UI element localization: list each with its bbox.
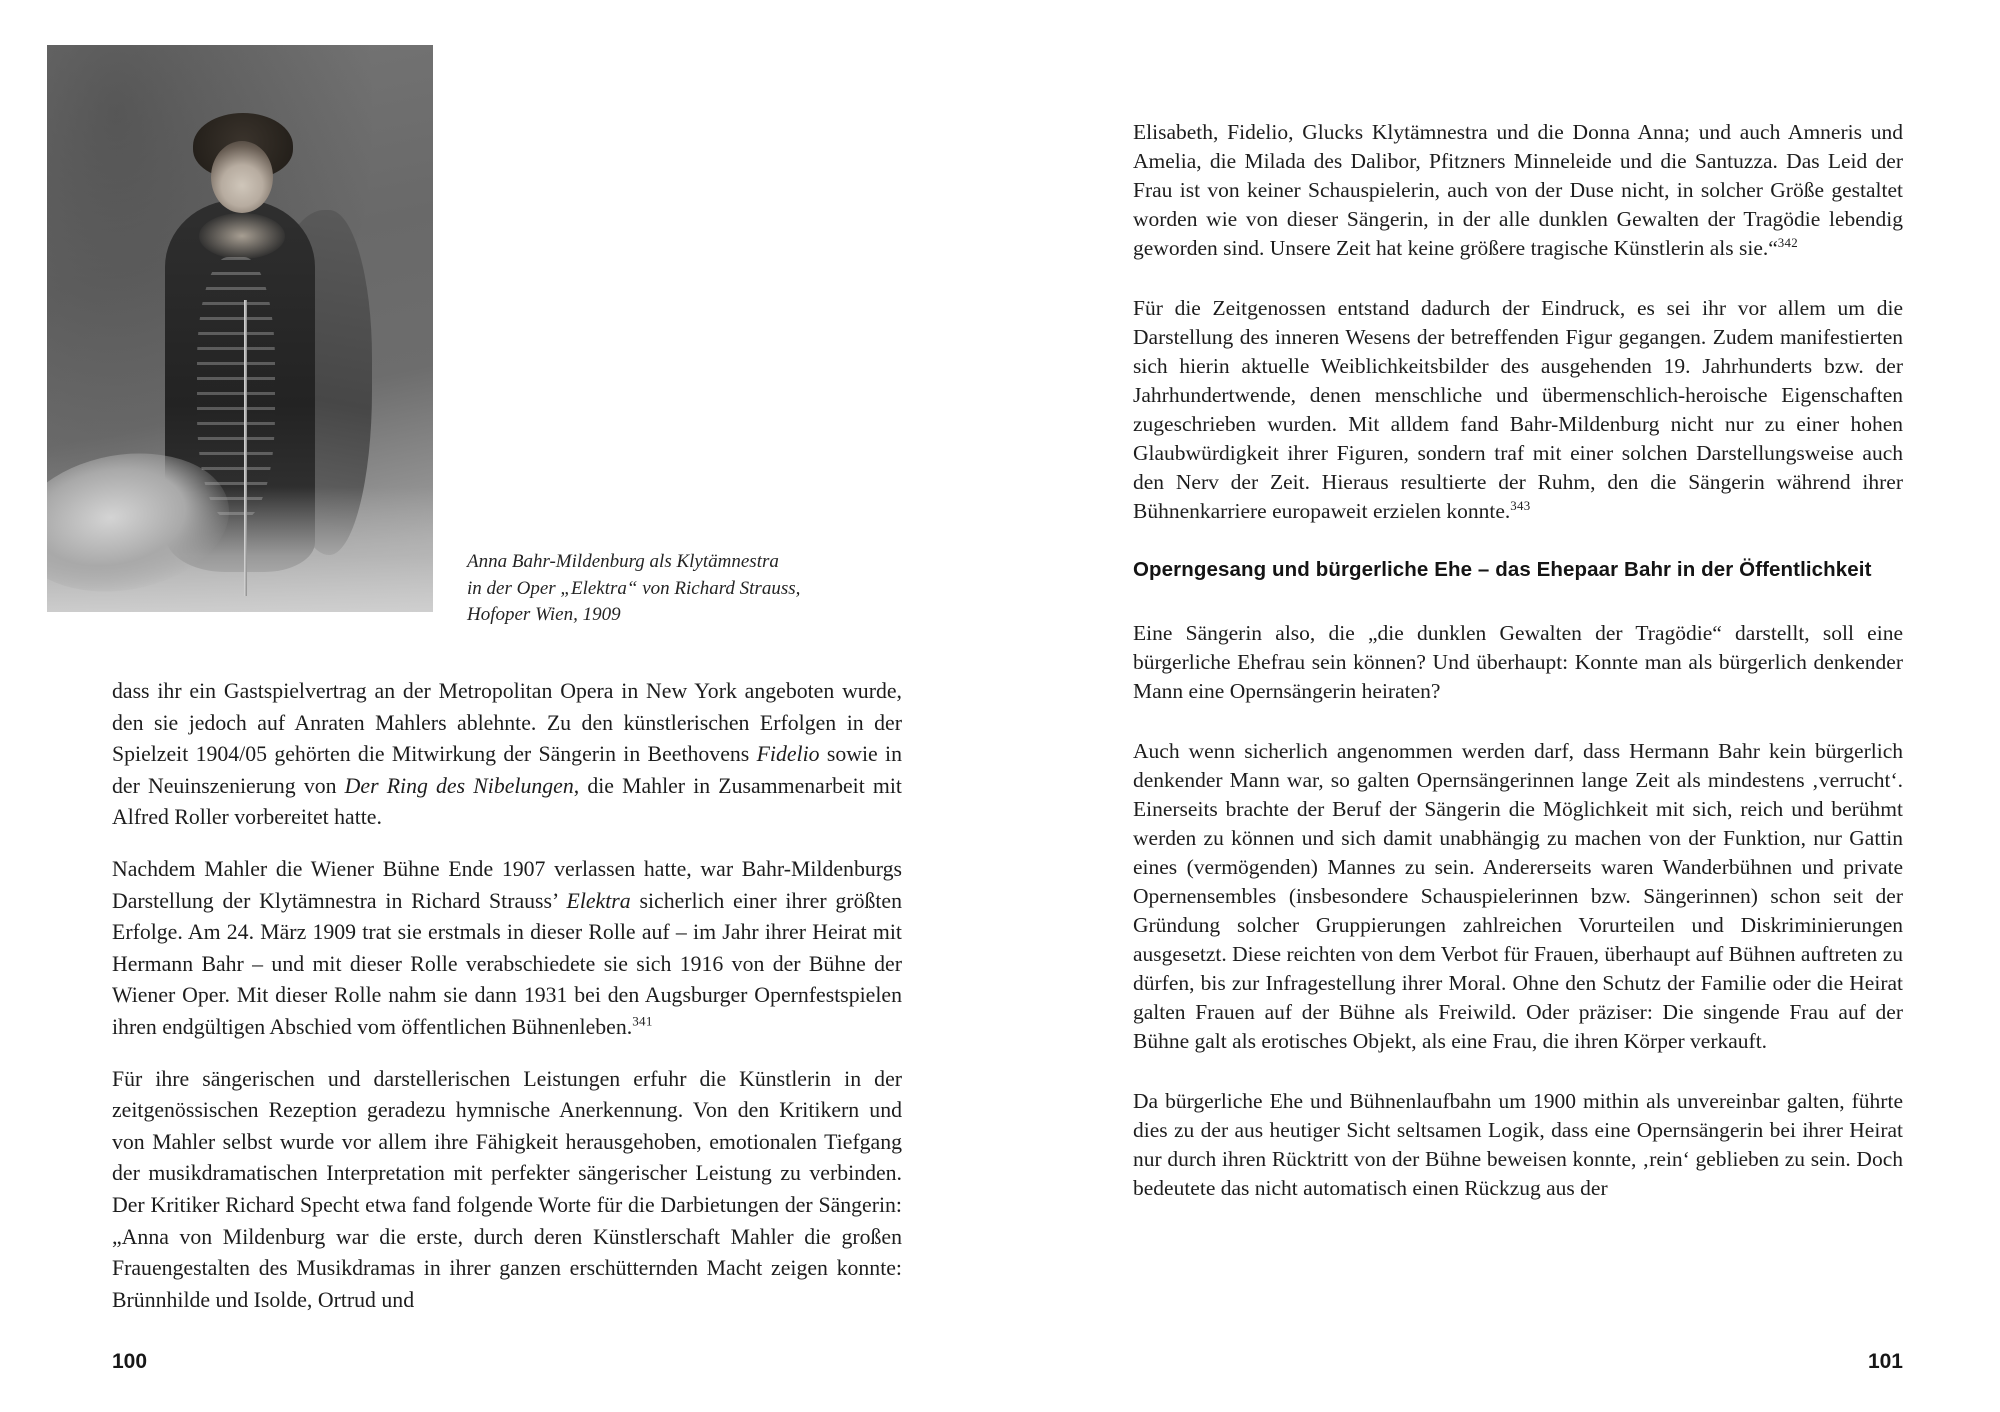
portrait-photo <box>47 45 433 612</box>
work-title-italic: Fidelio <box>756 742 820 767</box>
photo-staff-shape <box>244 300 247 596</box>
page-number-left: 100 <box>112 1350 148 1373</box>
paragraph-left-1 <box>112 676 902 834</box>
paragraph-right-3 <box>1133 619 1903 706</box>
paragraph-left-3 <box>112 1064 902 1317</box>
caption-line: in der Oper „Elektra“ von Richard Strauss, <box>467 577 801 599</box>
paragraph-right-4 <box>1133 737 1903 1056</box>
text-run: Da bürgerliche Ehe und Bühnenlaufbahn um 1900 mithin als unvereinbar galten, führte dies zu der aus heutiger Sicht seltsamen Logik, dass eine Opernsängerin bei ihrer Heirat nur durch ihren Rücktritt von der Bühne beweisen konnte, ‚rein‘ geblieben zu sein. Doch bedeutete das nicht automatisch einen Rückzug aus der <box>1133 1089 1903 1200</box>
right-text-column <box>1133 118 1903 1203</box>
text-run: sicherlich einer ihrer größten Erfolge. Am 24. März 1909 trat sie erstmals in dieser Rolle auf – im Jahr ihrer Heirat mit Hermann Bahr – und mit dieser Rolle verabschiedete sie sich 1916 von der Bühne der Wiener Oper. Mit dieser Rolle nahm sie dann 1931 bei den Augsburger Opernfestspielen ihren endgültigen Abschied vom öffentlichen Bühnenleben. <box>112 888 902 1039</box>
paragraph-right-5 <box>1133 1087 1903 1203</box>
text-run: sowie in der Neuinszenierung von <box>112 742 902 798</box>
page-number-right: 101 <box>1867 1350 1903 1373</box>
photo-caption <box>467 549 867 629</box>
text-run: Für ihre sängerischen und darstellerischen Leistungen erfuhr die Künstlerin in der zeitgenössischen Rezeption geradezu hymnische Anerkennung. Von den Kritikern und von Mahler selbst wurde vor allem ihre Fähigkeit herausgehoben, emotionalen Tiefgang der musikdramatischen Interpretation mit perfekter sängerischer Leistung zu verbinden. Der Kritiker Richard Specht etwa fand folgende Worte für die Darbietungen der Sängerin: „Anna von Mildenburg war die erste, durch deren Künstlerschaft Mahler die großen Frauengestalten des Musikdramas in ihrer ganzen erschütternden Macht zeigen konnte: Brünnhilde und Isolde, Ortrud und <box>112 1066 902 1312</box>
text-run: Eine Sängerin also, die „die dunklen Gewalten der Tragödie“ darstellt, soll eine bürgerliche Ehefrau sein können? Und überhaupt: Konnte man als bürgerlich denkender Mann eine Opernsängerin heiraten? <box>1133 621 1903 703</box>
paragraph-right-1 <box>1133 118 1903 263</box>
right-page <box>1000 0 2000 1412</box>
text-run: Nachdem Mahler die Wiener Bühne Ende 1907 verlassen hatte, war Bahr-Mildenburgs Darstellung der Klytämnestra in Richard Strauss’ <box>112 856 902 913</box>
footnote-ref: 342 <box>1777 235 1799 250</box>
text-run: Auch wenn sicherlich angenommen werden darf, dass Hermann Bahr kein bürgerlich denkender Mann war, so galten Opernsängerinnen lange Zeit als mindestens ‚verrucht‘. Einerseits brachte der Beruf der Sängerin die Möglichkeit mit sich, reich und berühmt werden zu können und sich damit unabhängig zu machen von der Funktion, nur Gattin eines (vermögenden) Mannes zu sein. Andererseits waren Wanderbühnen und private Opernensembles (insbesondere Schauspielerinnen bzw. Sängerinnen) schon seit der Gründung solcher Gruppierungen zahlreichen Vorurteilen und Diskriminierungen ausgesetzt. Diese reichten von dem Verbot für Frauen, überhaupt auf Bühnen auftreten zu dürfen, bis zur Infragestellung ihrer Moral. Ohne den Schutz der Familie oder die Heirat galten Frauen auf der Bühne als Freiwild. Oder präziser: Die singende Frau auf der Bühne galt als erotisches Objekt, als eine Frau, die ihren Körper verkauft. <box>1133 739 1903 1053</box>
text-run: , die Mahler in Zusammenarbeit mit Alfred Roller vorbereitet hatte. <box>112 773 902 830</box>
footnote-ref: 343 <box>1510 498 1531 513</box>
text-run: Für die Zeitgenossen entstand dadurch der Eindruck, es sei ihr vor allem um die Darstellung des inneren Wesens der betreffenden Figur gegangen. Zudem manifestierten sich hierin aktuelle Weiblichkeitsbilder des ausgehenden 19. Jahrhunderts bzw. der Jahrhundertwende, denen menschliche und übermenschlich-heroische Eigenschaften zugeschrieben wurden. Mit alldem fand Bahr-Mildenburg nicht nur zu einer hohen Glaubwürdigkeit ihrer Figuren, sondern traf mit einer solchen Darstellungsweise auch den Nerv der Zeit. Hieraus resultierte der Ruhm, den die Sängerin während ihrer Bühnenkarriere europaweit erzielen konnte. <box>1133 296 1903 523</box>
work-title-italic: Der Ring des Nibelungen <box>344 773 574 798</box>
footnote-ref: 341 <box>632 1013 653 1029</box>
left-text-column <box>112 676 902 1316</box>
caption-line: Hofoper Wien, 1909 <box>467 604 621 625</box>
text-run: dass ihr ein Gastspielvertrag an der Metropolitan Opera in New York angeboten wurde, den sie jedoch auf Anraten Mahlers ablehnte. Zu den künstlerischen Erfolgen in der Spielzeit 1904/05 gehörten die Mitwirkung der Sängerin in Beethovens <box>112 679 902 767</box>
caption-line: Anna Bahr-Mildenburg als Klytämnestra <box>467 551 779 572</box>
section-heading: Operngesang und bürgerliche Ehe – das Ehepaar Bahr in der Öffentlichkeit <box>1133 558 1872 581</box>
text-run: Elisabeth, Fidelio, Glucks Klytämnestra und die Donna Anna; und auch Amneris und Amelia, die Milada des Dalibor, Pfitzners Minneleide und die Santuzza. Das Leid der Frau ist von keiner Schauspielerin, auch von der Duse nicht, in solcher Größe gestaltet worden wie von dieser Sängerin, in der alle dunklen Gewalten der Tragödie lebendig geworden sind. Unsere Zeit hat keine größere tragische Künstlerin als sie.“ <box>1133 120 1903 260</box>
photo-arms-shape <box>199 213 285 259</box>
paragraph-right-2 <box>1133 294 1903 526</box>
paragraph-left-2 <box>112 854 902 1044</box>
work-title-italic: Elektra <box>566 888 631 913</box>
photo-face-shape <box>211 141 273 213</box>
